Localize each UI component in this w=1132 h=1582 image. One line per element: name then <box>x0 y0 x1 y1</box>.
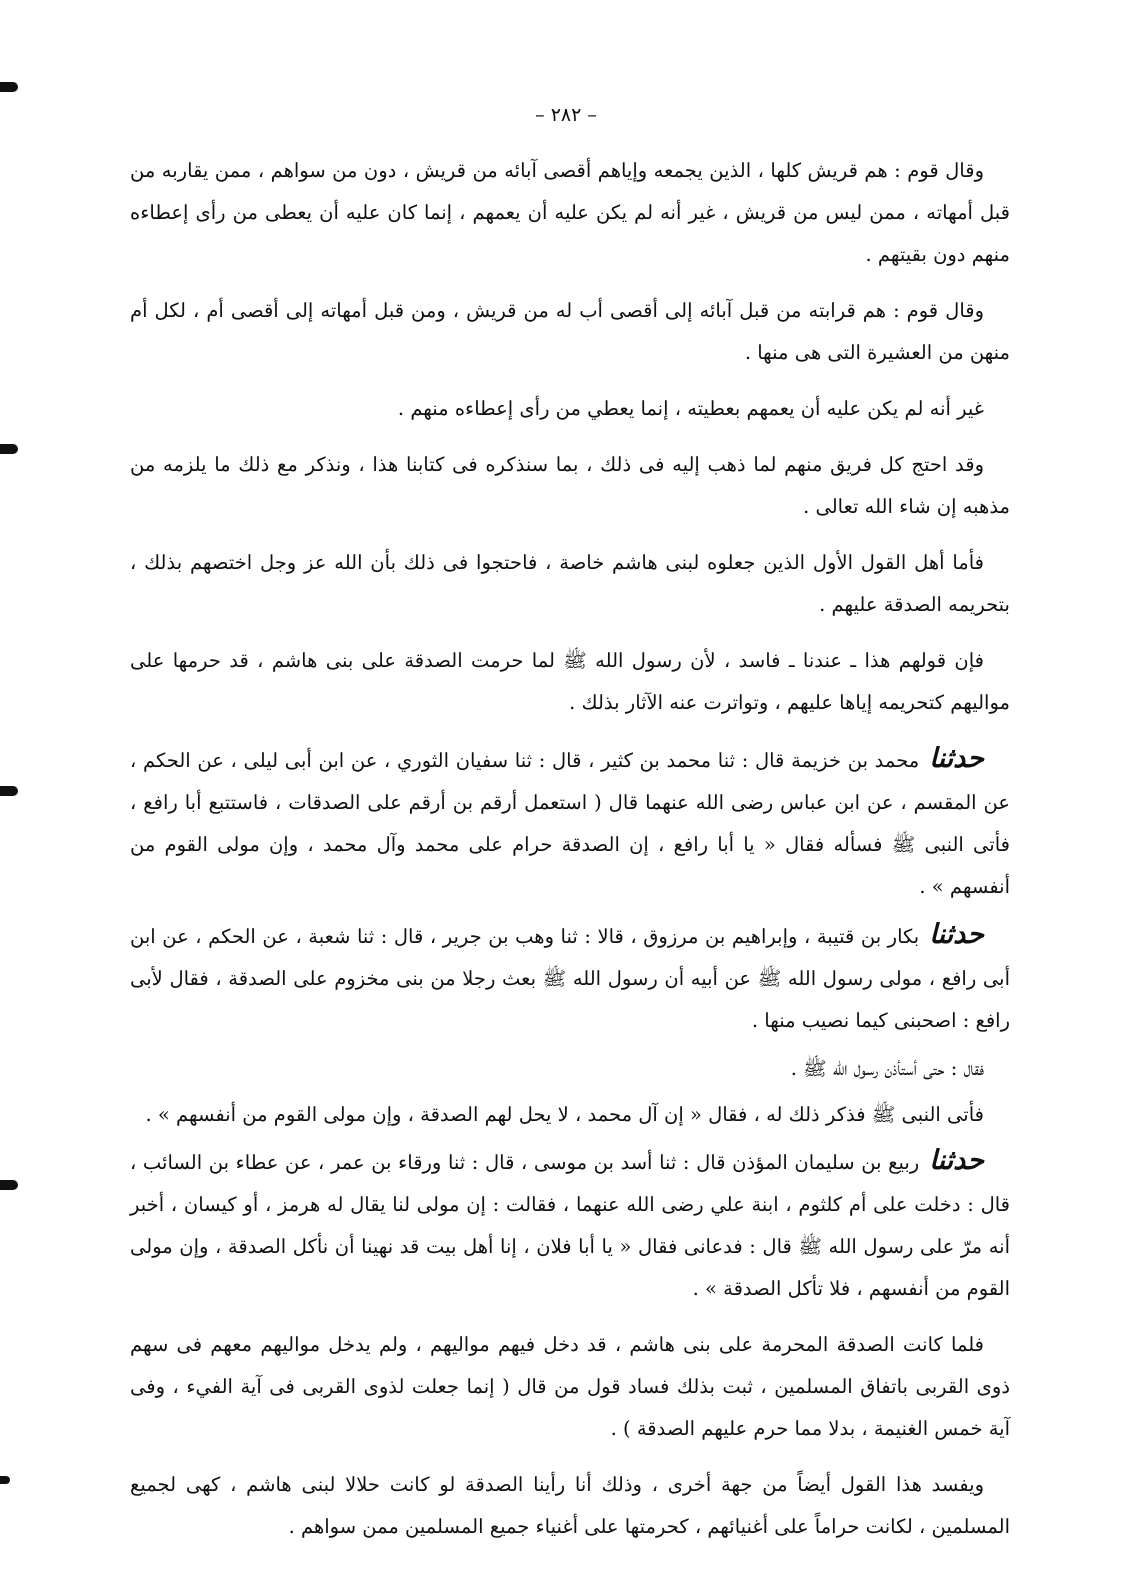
paragraph-text: وقال قوم : هم قريش كلها ، الذين يجمعه وإياهم أقصى آبائه من قريش ، دون من سواهم ، ممن يقاربه من قبل أمهاته ، ممن ليس من قريش ، غير أنه لم يكن عليه أن يعمهم ، إنما كان عليه أن يعطى من رأى إعطاءه منهم دون بقيتهم . <box>130 159 1010 266</box>
scan-margin-mark <box>0 444 18 454</box>
hadith-paragraph <box>130 914 1010 1042</box>
scan-margin-mark <box>0 1180 18 1190</box>
scan-margin-mark <box>0 786 18 796</box>
paragraph <box>130 290 1010 374</box>
body-text <box>130 150 1010 1562</box>
paragraph-text: فإن قولهم هذا ـ عندنا ـ فاسد ، لأن رسول الله ﷺ لما حرمت الصدقة على بنى هاشم ، قد حرمها على مواليهم كتحريمه إياها عليهم ، وتواترت عنه الآثار بذلك . <box>130 649 1010 714</box>
page-number: – ٢٨٢ – <box>535 104 597 126</box>
paragraph-text: ويفسد هذا القول أيضاً من جهة أخرى ، وذلك أنا رأينا الصدقة لو كانت حلالا لبنى هاشم ، كهى لجميع المسلمين ، لكانت حراماً على أغنيائهم ، كحرمتها على أغنياء جميع المسلمين ممن سواهم . <box>130 1473 1010 1538</box>
haddathana-keyword: حدثنا <box>929 1145 984 1176</box>
paragraph <box>130 1324 1010 1450</box>
hadith-paragraph <box>130 738 1010 908</box>
paragraph <box>130 542 1010 626</box>
paragraph-text: فأما أهل القول الأول الذين جعلوه لبنى هاشم خاصة ، فاحتجوا فى ذلك بأن الله عز وجل اختصهم بذلك ، بتحريمه الصدقة عليهم . <box>130 551 1010 616</box>
hadith-paragraph <box>130 1140 1010 1310</box>
paragraph-text: فقال : حتى أستأذن رسول الله ﷺ . <box>790 1057 984 1080</box>
haddathana-keyword: حدثنا <box>929 743 984 774</box>
paragraph-text: وقد احتج كل فريق منهم لما ذهب إليه فى ذلك ، بما سنذكره فى كتابنا هذا ، ونذكر مع ذلك ما يلزمه من مذهبه إن شاء الله تعالى . <box>130 453 1010 518</box>
paragraph <box>130 1094 1010 1136</box>
paragraph-text: فلما كانت الصدقة المحرمة على بنى هاشم ، قد دخل فيهم مواليهم ، ولم يدخل مواليهم معهم فى سهم ذوى القربى باتفاق المسلمين ، ثبت بذلك فساد قول من قال ( إنما جعلت لذوى القربى فى آية الفيء ، وفى آية خمس الغنيمة ، بدلا مما حرم عليهم الصدقة ) . <box>130 1333 1010 1440</box>
paragraph-text: بكار بن قتيبة ، وإبراهيم بن مرزوق ، قالا : ثنا وهب بن جرير ، قال : ثنا شعبة ، عن الحكم ، عن ابن أبى رافع ، مولى رسول الله ﷺ عن أبيه أن رسول الله ﷺ بعث رجلا من بنى مخزوم على الصدقة ، فقال لأبى رافع : اصحبنى كيما نصيب منها . <box>130 925 1010 1032</box>
paragraph-text: محمد بن خزيمة قال : ثنا محمد بن كثير ، قال : ثنا سفيان الثوري ، عن ابن أبى ليلى ، عن الحكم ، عن المقسم ، عن ابن عباس رضى الله عنهما قال ( استعمل أرقم بن أرقم على الصدقات ، فاستتبع أبا رافع ، فأتى النبى ﷺ فسأله فقال « يا أبا رافع ، إن الصدقة حرام على محمد وآل محمد ، وإن مولى القوم من أنفسهم » . <box>130 749 1010 898</box>
paragraph-text: فأتى النبى ﷺ فذكر ذلك له ، فقال « إن آل محمد ، لا يحل لهم الصدقة ، وإن مولى القوم من أنفسهم » . <box>145 1103 984 1126</box>
paragraph <box>130 388 1010 430</box>
scan-margin-mark <box>0 1476 10 1484</box>
paragraph <box>130 150 1010 276</box>
scan-margin-mark <box>0 82 18 92</box>
paragraph-text: غير أنه لم يكن عليه أن يعمهم بعطيته ، إنما يعطي من رأى إعطاءه منهم . <box>397 397 984 420</box>
paragraph <box>130 1048 1010 1090</box>
paragraph <box>130 640 1010 724</box>
paragraph <box>130 444 1010 528</box>
paragraph-text: ربيع بن سليمان المؤذن قال : ثنا أسد بن موسى ، قال : ثنا ورقاء بن عمر ، عن عطاء بن السائب ، قال : دخلت على أم كلثوم ، ابنة علي رضى الله عنهما ، فقالت : إن مولى لنا يقال له هرمز ، أو كيسان ، أخبر أنه مرّ على رسول الله ﷺ قال : فدعانى فقال « يا أبا فلان ، إنا أهل بيت قد نهينا أن نأكل الصدقة ، وإن مولى القوم من أنفسهم ، فلا تأكل الصدقة » . <box>130 1151 1010 1300</box>
paragraph <box>130 1464 1010 1548</box>
paragraph-text: وقال قوم : هم قرابته من قبل آبائه إلى أقصى أب له من قريش ، ومن قبل أمهاته إلى أقصى أم ، لكل أم منهن من العشيرة التى هى منها . <box>130 299 1010 364</box>
haddathana-keyword: حدثنا <box>929 919 984 950</box>
